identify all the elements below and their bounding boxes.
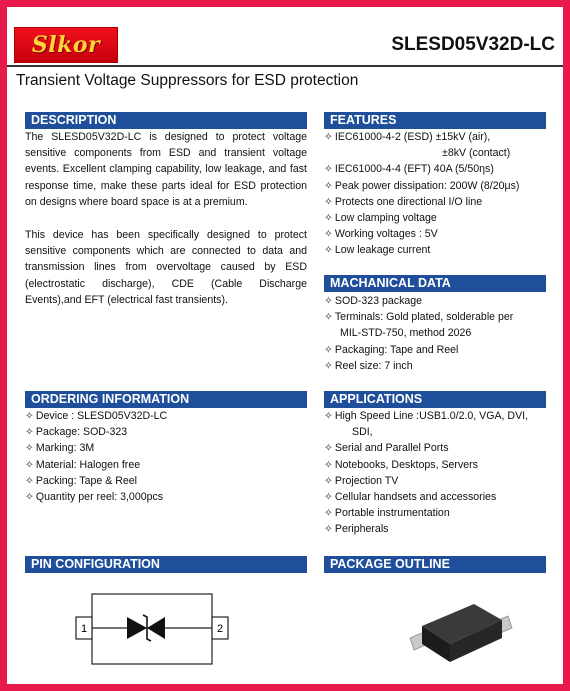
diamond-bullet-icon: ✧ xyxy=(25,410,34,422)
list-item: ✧ Device : SLESD05V32D-LC xyxy=(25,410,168,422)
list-item: ✧ Packing: Tape & Reel xyxy=(25,474,137,487)
header-divider xyxy=(7,65,563,67)
sod-323-package-icon xyxy=(402,592,522,672)
list-item: ✧ Working voltages : 5V xyxy=(324,228,438,241)
features-list xyxy=(324,129,546,259)
list-item: ✧ Serial and Parallel Ports xyxy=(324,442,449,455)
diamond-bullet-icon: ✧ xyxy=(324,179,333,192)
tvs-diode-symbol xyxy=(67,589,237,669)
list-item: MIL-STD-750, method 2026 xyxy=(340,327,472,340)
list-item: ✧ Portable instrumentation xyxy=(324,507,450,520)
package-outline-heading: PACKAGE OUTLINE xyxy=(324,556,546,573)
part-number-title: SLESD05V32D-LC xyxy=(391,34,555,55)
list-item: ✧ Quantity per reel: 3,000pcs xyxy=(25,491,164,504)
list-item: ✧ Low leakage current xyxy=(324,244,431,257)
list-item: ✧ Low clamping voltage xyxy=(324,212,437,225)
diode-triangle-right xyxy=(147,617,165,639)
list-item: ✧ Protects one directional I/O line xyxy=(324,195,483,208)
mechanical-data-list xyxy=(324,293,546,374)
diamond-bullet-icon: ✧ xyxy=(324,195,333,208)
diamond-bullet-icon: ✧ xyxy=(324,212,333,225)
applications-list xyxy=(324,408,546,538)
diamond-bullet-icon: ✧ xyxy=(324,163,333,176)
pin-2-label: 2 xyxy=(216,623,224,635)
diode-triangle-left xyxy=(127,617,147,639)
list-item: ✧ IEC61000-4-2 (ESD) ±15kV (air), xyxy=(324,131,491,143)
list-item: ✧ High Speed Line :USB1.0/2.0, VGA, DVI, xyxy=(324,410,529,422)
diamond-bullet-icon: ✧ xyxy=(25,458,34,471)
list-item: ✧ Terminals: Gold plated, solderable per xyxy=(324,311,514,324)
diamond-bullet-icon: ✧ xyxy=(324,507,333,520)
diamond-bullet-icon: ✧ xyxy=(324,244,333,257)
diamond-bullet-icon: ✧ xyxy=(25,491,34,504)
list-item: ✧ IEC61000-4-4 (EFT) 40A (5/50ηs) xyxy=(324,163,494,176)
list-item: ✧ Projection TV xyxy=(324,474,399,487)
datasheet-page xyxy=(7,7,563,684)
diamond-bullet-icon: ✧ xyxy=(324,295,333,307)
diamond-bullet-icon: ✧ xyxy=(324,410,333,422)
diamond-bullet-icon: ✧ xyxy=(324,359,333,372)
diamond-bullet-icon: ✧ xyxy=(25,426,34,439)
list-item: ✧ Packaging: Tape and Reel xyxy=(324,343,459,356)
diamond-bullet-icon: ✧ xyxy=(324,311,333,324)
diamond-bullet-icon: ✧ xyxy=(324,228,333,241)
list-item: ✧ Material: Halogen free xyxy=(25,458,141,471)
list-item: ✧ Reel size: 7 inch xyxy=(324,359,413,372)
list-item: ±8kV (contact) xyxy=(442,147,511,160)
diamond-bullet-icon: ✧ xyxy=(324,491,333,504)
applications-heading: APPLICATIONS xyxy=(324,391,546,408)
mechanical-data-heading: MACHANICAL DATA xyxy=(324,275,546,292)
diamond-bullet-icon: ✧ xyxy=(324,474,333,487)
diamond-bullet-icon: ✧ xyxy=(25,474,34,487)
slkor-logo xyxy=(14,27,118,63)
list-item: ✧ Marking: 3M xyxy=(25,442,95,455)
description-paragraph-1: The SLESD05V32D-LC is designed to protect voltage sensitive components from ESD and transient voltage events. Excellent clamping capability, low leakage, and fast response time, make these parts ideal for ESD protection on designs where board space is at a premium. xyxy=(25,131,307,208)
list-item: ✧ Peak power dissipation: 200W (8/20μs) xyxy=(324,179,520,192)
description-paragraph-2: This device has been specifically designed to protect sensitive components which are connected to data and transmission lines from overvoltage caused by ESD (electrostatic discharge), CDE (Cable Discharge Events),and EFT (electrical fast transients). xyxy=(25,229,307,306)
pin-1-label: 1 xyxy=(80,623,88,635)
diamond-bullet-icon: ✧ xyxy=(25,442,34,455)
ordering-information-heading: ORDERING INFORMATION xyxy=(25,391,307,408)
diamond-bullet-icon: ✧ xyxy=(324,523,333,536)
diamond-bullet-icon: ✧ xyxy=(324,131,333,143)
pin-configuration-heading: PIN CONFIGURATION xyxy=(25,556,307,573)
page-subtitle: Transient Voltage Suppressors for ESD protection xyxy=(16,72,359,89)
list-item: ✧ Cellular handsets and accessories xyxy=(324,491,497,504)
list-item: SDI, xyxy=(352,426,373,439)
ordering-information-list xyxy=(25,408,307,505)
list-item: ✧ SOD-323 package xyxy=(324,295,423,307)
description-heading: DESCRIPTION xyxy=(25,112,307,129)
logo-text: Slkor xyxy=(31,32,101,58)
features-heading: FEATURES xyxy=(324,112,546,129)
list-item: ✧ Package: SOD-323 xyxy=(25,426,128,439)
diamond-bullet-icon: ✧ xyxy=(324,343,333,356)
list-item: ✧ Peripherals xyxy=(324,523,389,536)
diamond-bullet-icon: ✧ xyxy=(324,458,333,471)
diamond-bullet-icon: ✧ xyxy=(324,442,333,455)
list-item: ✧ Notebooks, Desktops, Servers xyxy=(324,458,478,471)
